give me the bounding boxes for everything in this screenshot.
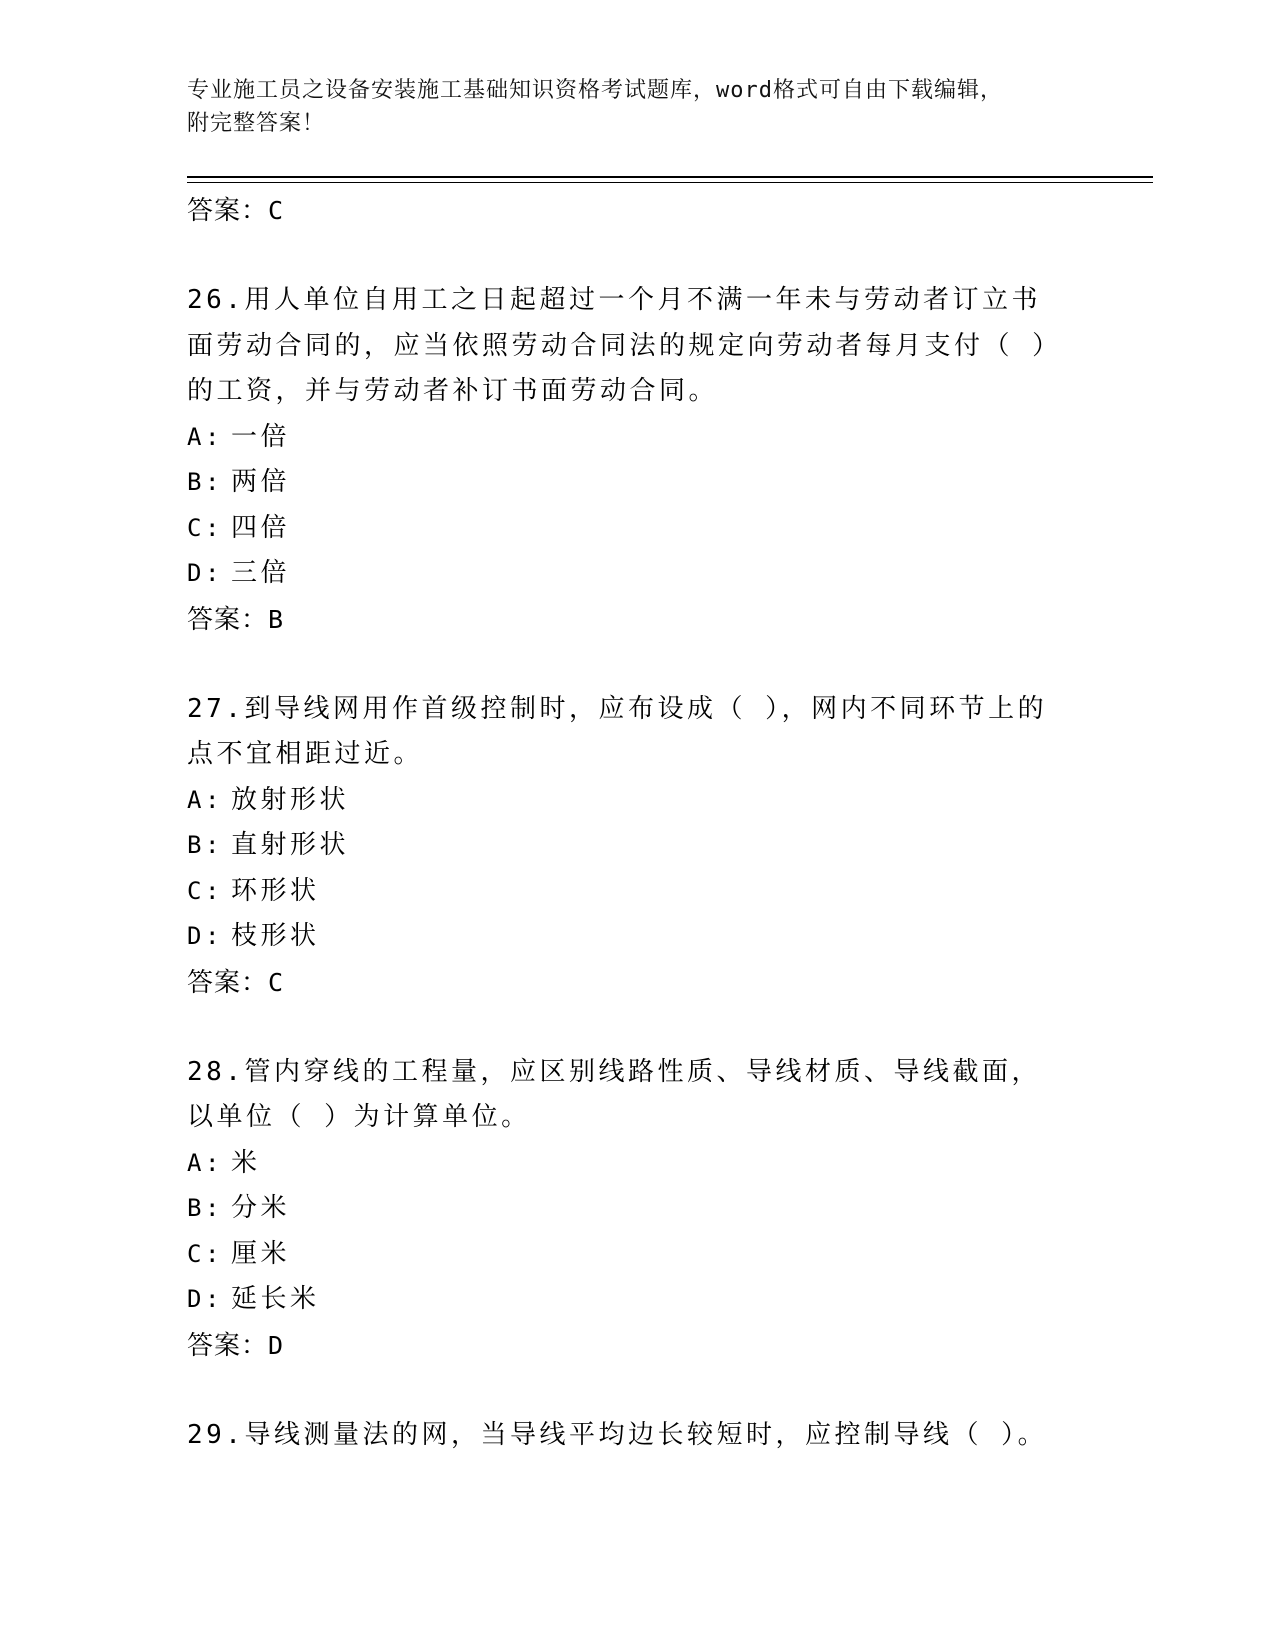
option-letter: D: <box>187 559 223 587</box>
answer-label: 答案： <box>187 1330 269 1361</box>
option-b <box>187 823 1087 869</box>
option-text: 枝形状 <box>231 921 320 951</box>
option-c <box>187 1232 1087 1278</box>
option-letter: C: <box>187 1239 223 1268</box>
question-stem <box>187 1050 1067 1141</box>
option-d <box>187 914 1087 960</box>
option-text: 两倍 <box>231 467 291 497</box>
option-b <box>187 1186 1087 1232</box>
answer-value: C <box>268 967 285 997</box>
option-text: 分米 <box>231 1193 291 1223</box>
option-text: 放射形状 <box>231 784 350 815</box>
question-number: 27. <box>187 693 245 724</box>
question-28 <box>187 1050 1087 1368</box>
option-letter: C: <box>187 513 223 542</box>
question-answer <box>187 960 1087 1005</box>
option-text: 延长米 <box>231 1284 320 1314</box>
option-text: 三倍 <box>231 558 291 588</box>
question-number: 29. <box>187 1419 245 1450</box>
question-27 <box>187 687 1087 1005</box>
option-a <box>187 415 1087 461</box>
question-text: 到导线网用作首级控制时，应布设成（ ），网内不同环节上的点不宜相距过近。 <box>187 693 1048 769</box>
option-d <box>187 1277 1087 1323</box>
answer-label: 答案： <box>187 604 269 635</box>
question-answer <box>187 597 1087 642</box>
option-a <box>187 1141 1087 1187</box>
question-text: 用人单位自用工之日起超过一个月不满一年未与劳动者订立书面劳动合同的，应当依照劳动合同法的规定向劳动者每月支付（ ）的工资，并与劳动者补订书面劳动合同。 <box>187 285 1062 406</box>
option-text: 厘米 <box>231 1238 291 1269</box>
option-letter: D: <box>187 922 223 950</box>
option-text: 环形状 <box>231 875 320 906</box>
answer-value: B <box>268 604 285 634</box>
option-letter: C: <box>187 876 223 905</box>
question-26 <box>187 278 1087 642</box>
option-text: 米 <box>231 1147 261 1178</box>
answer-label: 答案： <box>187 196 269 226</box>
question-answer <box>187 1323 1087 1368</box>
answer-value: C <box>268 196 285 225</box>
option-letter: A: <box>187 422 223 451</box>
option-c <box>187 869 1087 915</box>
option-b <box>187 460 1087 506</box>
option-c <box>187 506 1087 552</box>
question-stem <box>187 687 1067 778</box>
question-stem <box>187 278 1067 415</box>
header-rule-thin <box>187 182 1153 183</box>
option-text: 一倍 <box>231 421 291 452</box>
header-rule-thick <box>187 176 1153 178</box>
option-letter: B: <box>187 1194 223 1222</box>
question-number: 28. <box>187 1056 245 1087</box>
header-line-2: 附完整答案！ <box>187 111 326 136</box>
answer-label: 答案： <box>187 967 269 998</box>
option-letter: A: <box>187 1148 223 1177</box>
option-text: 直射形状 <box>231 830 350 860</box>
question-text: 导线测量法的网，当导线平均边长较短时，应控制导线（ ）。 <box>244 1419 1048 1450</box>
option-letter: B: <box>187 468 223 496</box>
question-29 <box>187 1413 1087 1459</box>
option-a <box>187 778 1087 824</box>
question-text: 管内穿线的工程量，应区别线路性质、导线材质、导线截面，以单位（ ）为计算单位。 <box>187 1056 1041 1132</box>
header-line-1: 专业施工员之设备安装施工基础知识资格考试题库，word格式可自由下载编辑， <box>187 78 1003 103</box>
option-letter: D: <box>187 1285 223 1313</box>
previous-answer <box>187 188 1087 233</box>
document-header <box>187 74 1067 140</box>
option-d <box>187 551 1087 597</box>
option-letter: B: <box>187 831 223 859</box>
question-list <box>187 188 1087 1458</box>
option-text: 四倍 <box>231 512 291 543</box>
option-letter: A: <box>187 785 223 814</box>
answer-value: D <box>268 1330 285 1360</box>
question-stem <box>187 1413 1067 1459</box>
question-number: 26. <box>187 285 245 315</box>
